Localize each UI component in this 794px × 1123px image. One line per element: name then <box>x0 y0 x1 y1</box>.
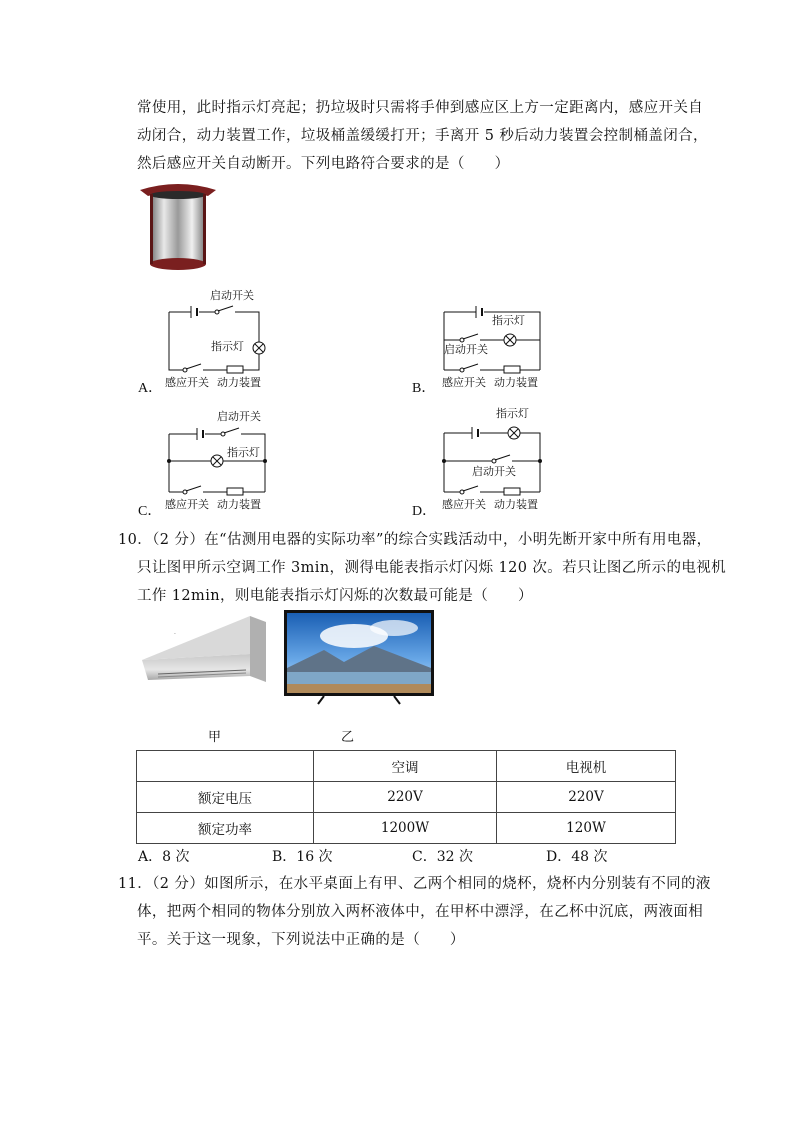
choice-a[interactable]: A．8 次 <box>138 849 190 865</box>
table-header-cell: 空调 <box>314 751 497 782</box>
option-b-label: B． <box>412 381 436 396</box>
caption-jia: 甲 <box>208 730 222 745</box>
sensor-switch-label: 感应开关 <box>442 498 486 511</box>
sensor-switch-label: 感应开关 <box>165 376 209 389</box>
option-a-label: A． <box>138 381 163 396</box>
q9-line-2: 动闭合，动力装置工作，垃圾桶盖缓缓打开；手离开 5 秒后动力装置会控制桶盖闭合， <box>137 128 708 144</box>
q10-line-2: 只让图甲所示空调工作 3min，测得电能表指示灯闪烁 120 次。若只让图乙所示的电视机 <box>137 560 727 576</box>
circuit-c <box>155 406 280 514</box>
indicator-label: 指示灯 <box>492 314 525 327</box>
table-cell: 1200W <box>314 813 497 844</box>
indicator-label: 指示灯 <box>227 446 260 459</box>
table-header-cell: 电视机 <box>497 751 676 782</box>
svg-text:·: · <box>174 631 176 638</box>
q11-line-2: 体，把两个相同的物体分别放入两杯液体中，在甲杯中漂浮，在乙杯中沉底，两液面相 <box>137 904 704 920</box>
start-switch-label: 启动开关 <box>472 465 516 478</box>
q9-line-1: 常使用，此时指示灯亮起；扔垃圾时只需将手伸到感应区上方一定距离内，感应开关自 <box>137 100 704 116</box>
table-header-cell <box>137 751 314 782</box>
trash-can-image <box>138 180 218 276</box>
indicator-label: 指示灯 <box>496 407 529 420</box>
caption-yi: 乙 <box>341 730 355 745</box>
circuit-d <box>432 404 557 514</box>
table-cell: 额定功率 <box>137 813 314 844</box>
q11-line-3: 平。关于这一现象，下列说法中正确的是（ ） <box>137 932 465 948</box>
start-switch-label: 启动开关 <box>217 410 261 423</box>
q11-line-1: 11．（2 分）如图所示，在水平桌面上有甲、乙两个相同的烧杯，烧杯内分别装有不同的液 <box>118 876 711 892</box>
spec-table <box>136 750 676 844</box>
table-row <box>137 782 676 813</box>
power-device-label: 动力装置 <box>217 498 261 511</box>
sensor-switch-label: 感应开关 <box>165 498 209 511</box>
start-switch-label: 启动开关 <box>444 343 488 356</box>
q10-line-3: 工作 12min，则电能表指示灯闪烁的次数最可能是（ ） <box>137 588 533 604</box>
power-device-label: 动力装置 <box>217 376 261 389</box>
television-image <box>284 610 434 706</box>
option-d-label: D． <box>412 504 437 519</box>
choice-d[interactable]: D．48 次 <box>546 849 608 865</box>
choice-b[interactable]: B．16 次 <box>272 849 333 865</box>
air-conditioner-image <box>138 612 270 686</box>
table-header-row <box>137 751 676 782</box>
circuit-a <box>155 286 285 392</box>
table-cell: 额定电压 <box>137 782 314 813</box>
indicator-label: 指示灯 <box>211 340 244 353</box>
sensor-switch-label: 感应开关 <box>442 376 486 389</box>
circuit-b <box>432 300 557 392</box>
table-cell: 220V <box>497 782 676 813</box>
q9-line-3: 然后感应开关自动断开。下列电路符合要求的是（ ） <box>137 156 510 172</box>
option-c-label: C． <box>138 504 162 519</box>
q10-line-1: 10．（2 分）在“估测用电器的实际功率”的综合实践活动中，小明先断开家中所有用电器， <box>118 532 712 548</box>
power-device-label: 动力装置 <box>494 376 538 389</box>
table-cell: 120W <box>497 813 676 844</box>
power-device-label: 动力装置 <box>494 498 538 511</box>
table-row <box>137 813 676 844</box>
start-switch-label: 启动开关 <box>210 289 254 302</box>
table-cell: 220V <box>314 782 497 813</box>
choice-c[interactable]: C．32 次 <box>412 849 473 865</box>
